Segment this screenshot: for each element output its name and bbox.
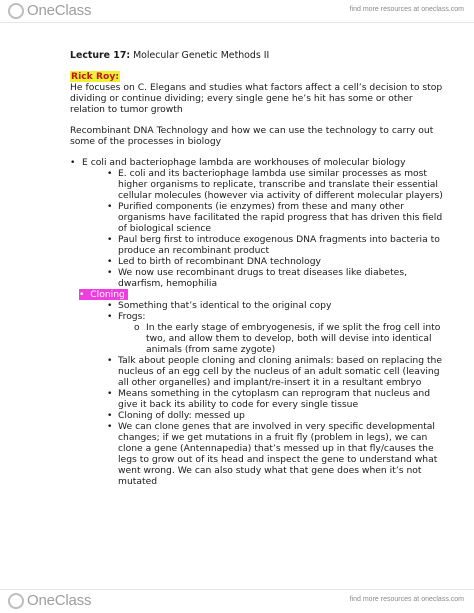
brand-name: OneClass: [27, 592, 92, 609]
bullet-glyph: •: [107, 311, 113, 322]
list-item: [70, 388, 450, 410]
bullet-glyph: •: [70, 157, 76, 168]
list-item: [70, 421, 450, 487]
list-item-text: Cloning of dolly: messed up: [118, 410, 245, 421]
bullet-glyph: o: [134, 322, 140, 333]
footer-bar: [0, 589, 474, 612]
list-item: [70, 234, 450, 256]
list-item-text: Purified components (ie enzymes) from these and many other organisms have facilitated the rapid progress that has driven this field of biological science: [118, 201, 443, 234]
list-item-text: Something that’s identical to the original copy: [118, 300, 332, 311]
list-item: [70, 157, 450, 168]
list-item-text: We now use recombinant drugs to treat diseases like diabetes, dwarfism, hemophilia: [118, 267, 408, 289]
list-item: [70, 311, 450, 322]
bullet-glyph: •: [107, 388, 113, 399]
list-item: [70, 355, 450, 388]
bullet-glyph: •: [107, 168, 113, 179]
list-item-text: In the early stage of embryogenesis, if we split the frog cell into two, and allow them to develop, both will devise into identical animals (from same zygote): [146, 322, 441, 355]
bullet-glyph: •: [79, 289, 85, 300]
bullet-glyph: •: [107, 267, 113, 278]
list-item: [70, 168, 450, 201]
bullet-glyph: •: [107, 234, 113, 245]
list-item-text: We can clone genes that are involved in very specific developmental changes; if we get mutations in a fruit fly (problem in legs), we can clone a gene (Antennapedia) that’s messed up in that fly/causes the legs to grow out of its head and inspect the gene to understand what went wrong. We can also study what that gene does when it’s not mutated: [118, 421, 438, 487]
oneclass-logo[interactable]: [8, 2, 91, 19]
list-item-text: E. coli and its bacteriophage lambda use similar processes as most higher organisms to replicate, transcribe and translate their essential cellular molecules (however via activity of different molecular players): [118, 168, 443, 201]
list-item: [70, 410, 450, 421]
oneclass-ring-icon: [8, 3, 24, 19]
bullet-glyph: •: [107, 355, 113, 366]
list-item-text: Frogs:: [118, 311, 146, 322]
header-bar: [0, 0, 474, 23]
document-page: [70, 50, 450, 487]
list-item: [70, 322, 450, 355]
promo-link[interactable]: find more resources at oneclass.com: [349, 6, 464, 13]
oneclass-logo[interactable]: [8, 592, 91, 609]
promo-link[interactable]: find more resources at oneclass.com: [349, 596, 464, 603]
list-item-text: Means something in the cytoplasm can reprogram that nucleus and give it back its ability to code for every single tissue: [118, 388, 431, 410]
intro-paragraph: He focuses on C. Elegans and studies what factors affect a cell’s decision to stop dividing or continue dividing; every single gene he’s hit has some or other relation to tumor growth: [70, 82, 443, 115]
recombinant-paragraph: Recombinant DNA Technology and how we can use the technology to carry out some of the processes in biology: [70, 125, 434, 147]
bullet-glyph: •: [107, 256, 113, 267]
oneclass-ring-icon: [8, 593, 24, 609]
lecture-title: [70, 50, 450, 61]
bullet-glyph: •: [107, 410, 113, 421]
list-item: [70, 201, 450, 234]
bullet-glyph: •: [107, 421, 113, 432]
list-item: [70, 267, 450, 289]
lecture-number: Lecture 17:: [70, 50, 131, 61]
lecture-topic: Molecular Genetic Methods II: [130, 50, 270, 61]
cloning-heading: [79, 289, 128, 300]
bullet-glyph: •: [107, 201, 113, 212]
speaker-name: Rick Roy:: [71, 71, 120, 82]
brand-name: OneClass: [27, 2, 92, 19]
list-item-text: E coli and bacteriophage lambda are workhouses of molecular biology: [82, 157, 406, 168]
list-item-text: Talk about people cloning and cloning animals: based on replacing the nucleus of an egg cell by the nucleus of an adult somatic cell (leaving all other organelles) and implant/re-insert it in a resultant embryo: [118, 355, 443, 388]
list-item-text: Cloning: [90, 289, 125, 300]
list-item-text: Paul berg first to introduce exogenous DNA fragments into bacteria to produce an recombinant product: [118, 234, 440, 256]
bullet-glyph: •: [107, 300, 113, 311]
list-item: [70, 289, 450, 300]
list-item: [70, 256, 450, 267]
list-item-text: Led to birth of recombinant DNA technology: [118, 256, 321, 267]
list-item: [70, 300, 450, 311]
